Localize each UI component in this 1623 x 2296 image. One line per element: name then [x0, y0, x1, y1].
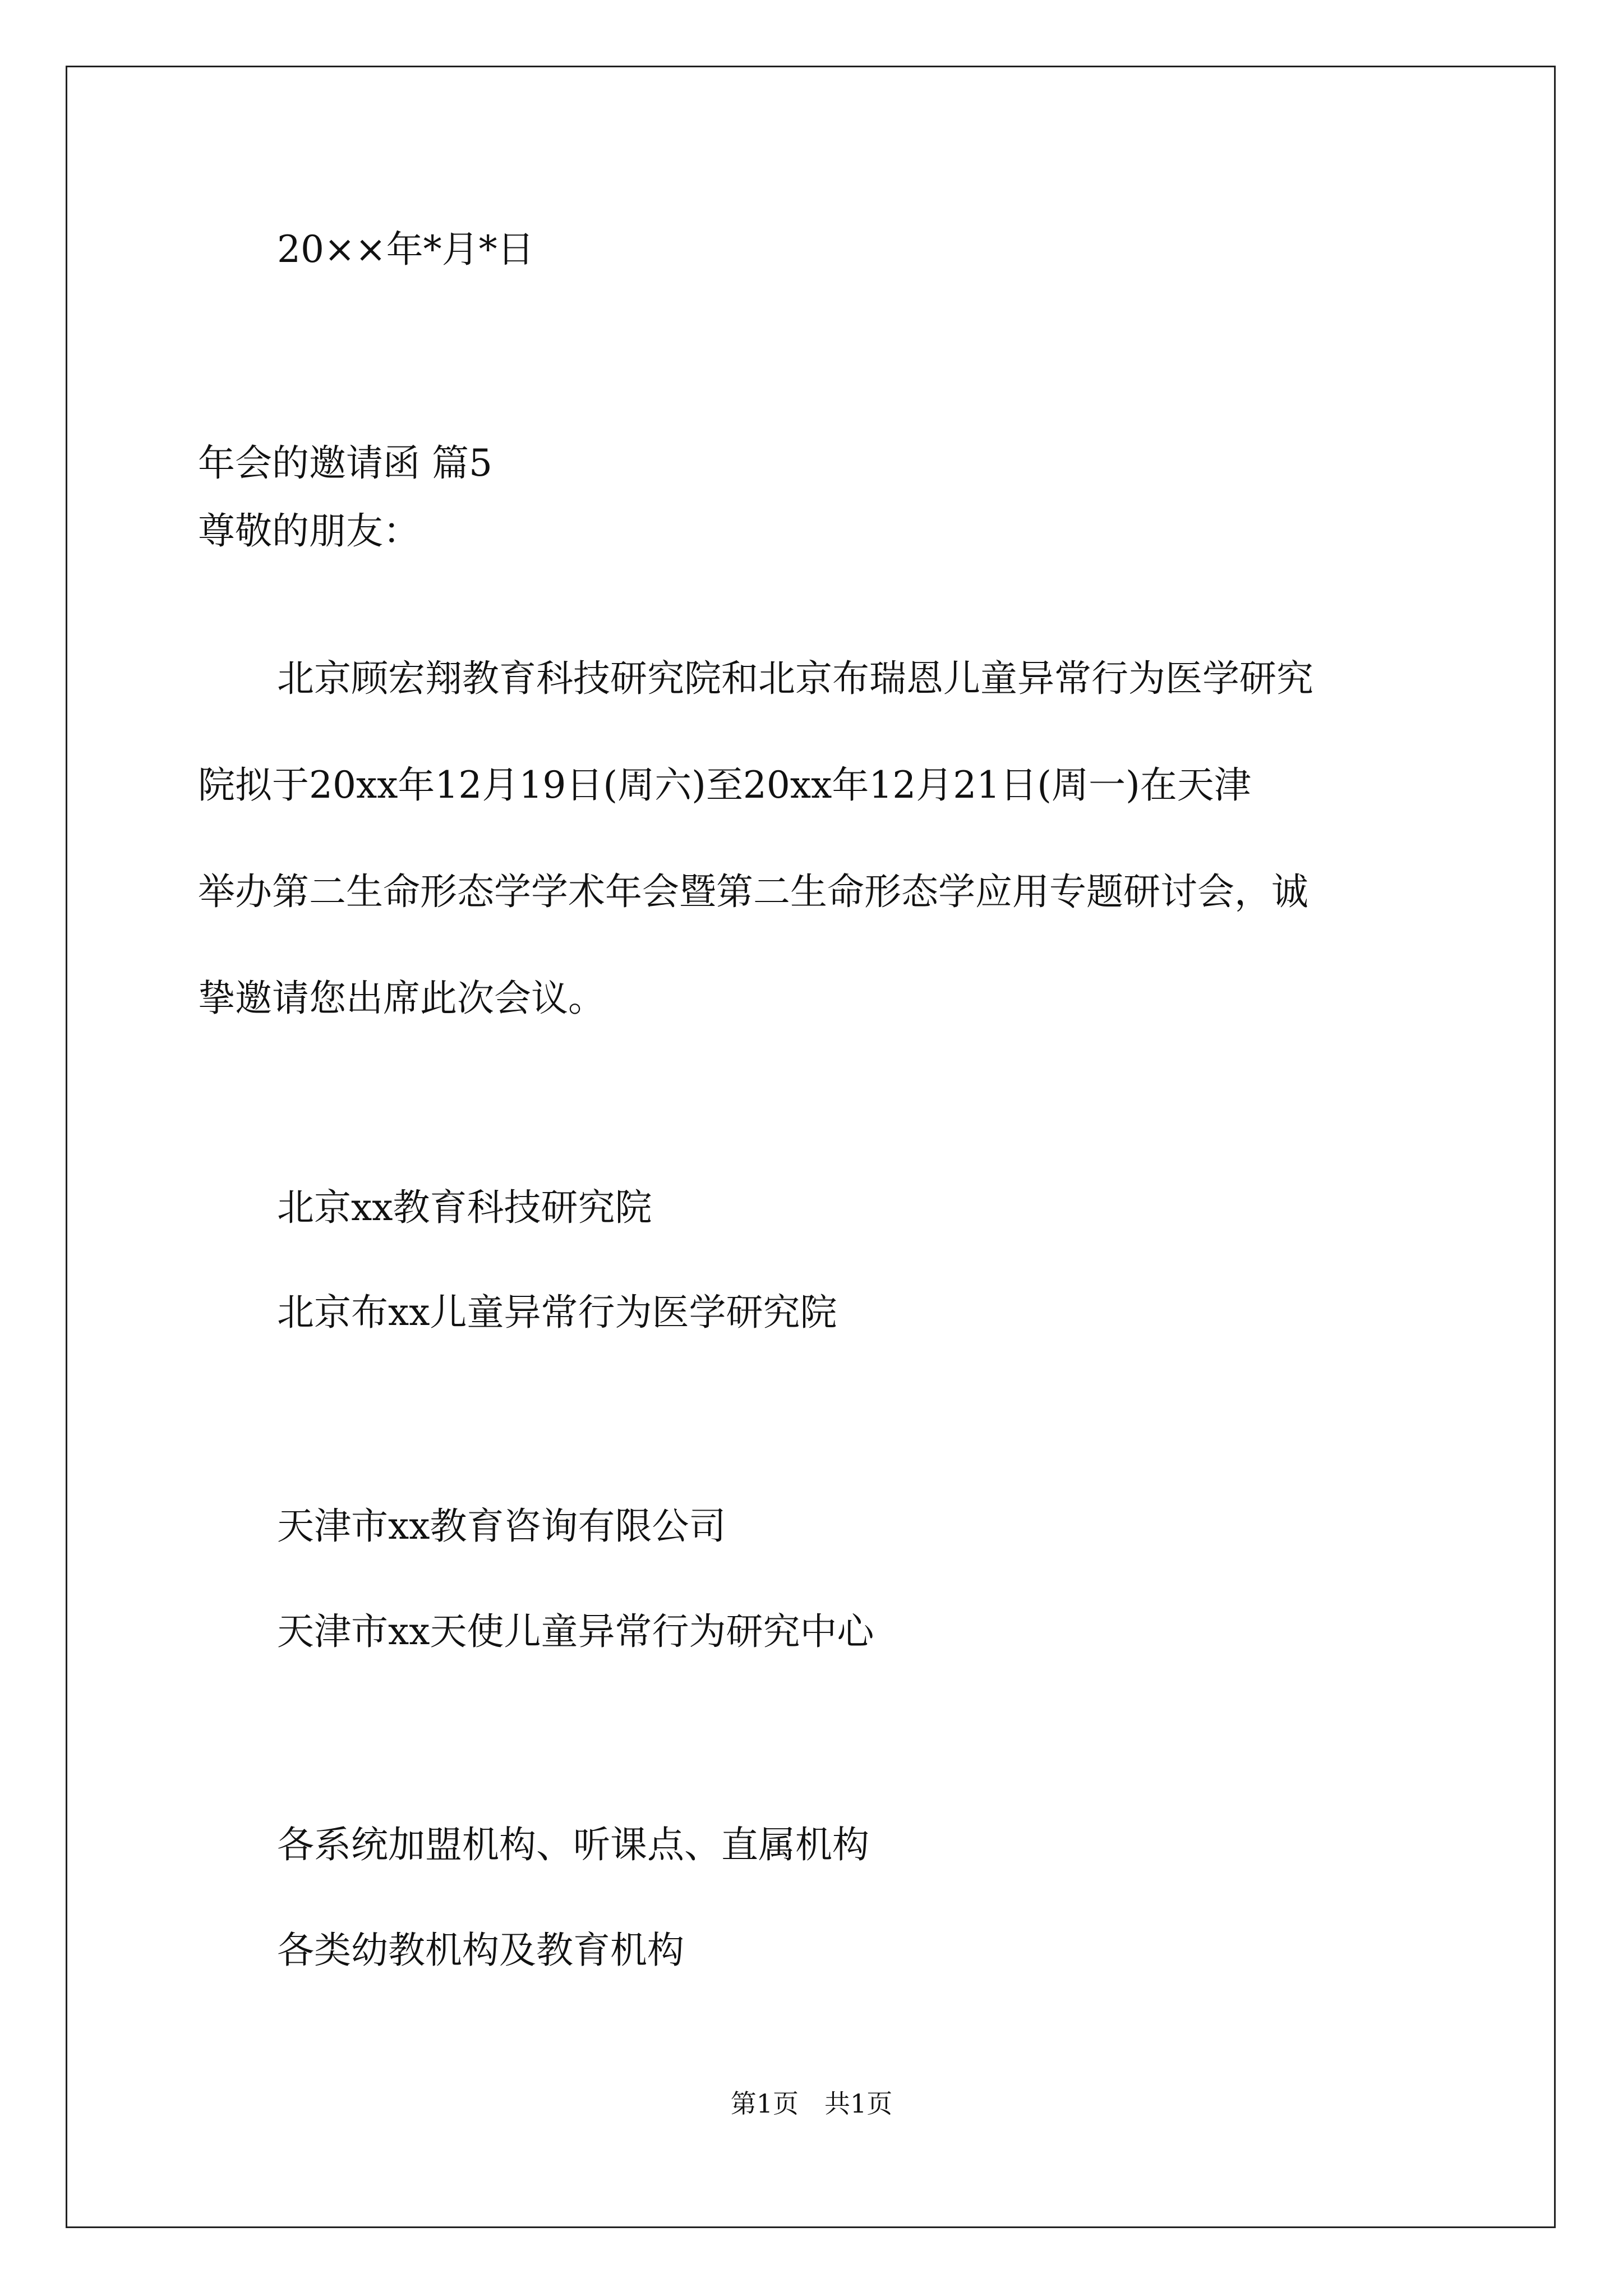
- salutation: 尊敬的朋友：: [198, 509, 420, 553]
- organizer-beijing-1: 北京xx教育科技研究院: [277, 1186, 652, 1229]
- page-border: [66, 66, 1556, 2228]
- organizer-other-2: 各类幼教机构及教育机构: [277, 1929, 684, 1972]
- body-line-4: 挚邀请您出席此次会议。: [198, 977, 605, 1020]
- date-line: 20××年*月*日: [277, 228, 534, 271]
- organizer-beijing-2: 北京布xx儿童异常行为医学研究院: [277, 1291, 837, 1334]
- body-line-3: 举办第二生命形态学学术年会暨第二生命形态学应用专题研讨会，诚: [198, 870, 1308, 913]
- body-line-1: 北京顾宏翔教育科技研究院和北京布瑞恩儿童异常行为医学研究: [277, 657, 1313, 700]
- organizer-other-1: 各系统加盟机构、听课点、直属机构: [277, 1823, 869, 1866]
- section-title: 年会的邀请函 篇5: [198, 441, 492, 485]
- organizer-tianjin-1: 天津市xx教育咨询有限公司: [277, 1504, 726, 1548]
- body-line-2: 院拟于20xx年12月19日(周六)至20xx年12月21日(周一)在天津: [198, 763, 1251, 807]
- organizer-tianjin-2: 天津市xx天使儿童异常行为研究中心: [277, 1610, 874, 1653]
- page-footer: 第1页 共1页: [730, 2088, 893, 2119]
